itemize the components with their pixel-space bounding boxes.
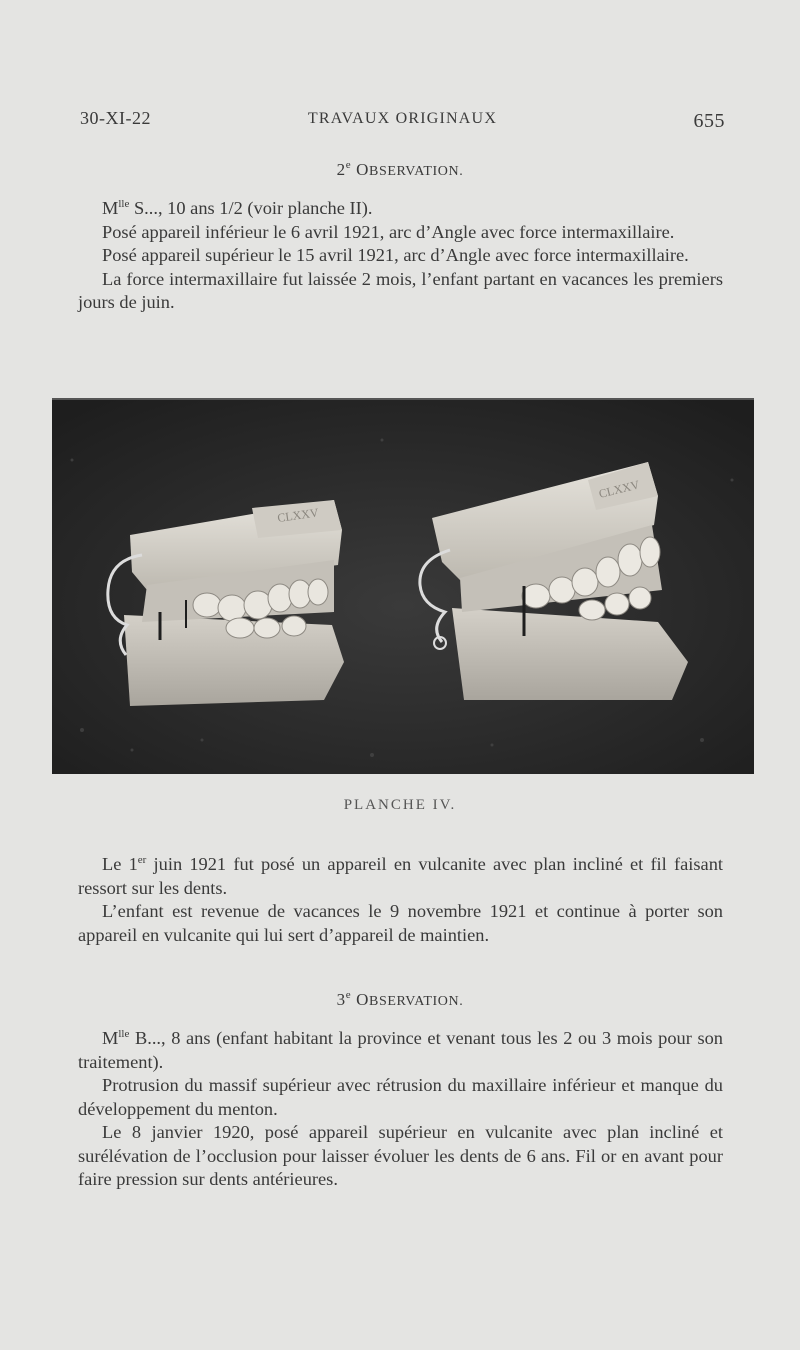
dental-casts-illustration	[52, 400, 754, 774]
running-head-date: 30-XI-22	[80, 108, 151, 128]
plate-photograph	[52, 398, 754, 774]
observation-3-number-sup: e	[345, 989, 352, 1001]
right-cast-label: CLXXV	[597, 477, 641, 501]
plate-caption: PLANCHE IV.	[343, 797, 457, 813]
running-head	[80, 108, 725, 138]
mademoiselle-abbrev: M	[102, 1028, 119, 1048]
page-number: 655	[693, 110, 725, 132]
observation-3-word-initial: O	[356, 990, 370, 1009]
mademoiselle-abbrev: M	[102, 198, 119, 218]
patient-intro: B..., 8 ans (enfant habitant la province et venant tous les 2 ou 3 mois pour son traitement).	[78, 1028, 723, 1072]
paragraph	[78, 197, 723, 221]
observation-2-heading	[0, 160, 800, 180]
paragraph	[78, 1027, 723, 1074]
paragraph: La force intermaxillaire fut laissée 2 mois, l’enfant partant en vacances les premiers jours de juin.	[78, 268, 723, 312]
observation-3-body	[78, 1027, 723, 1192]
observation-2-body	[78, 197, 723, 315]
observation-2-number-sup: e	[345, 159, 352, 171]
observation-3-word-rest: BSERVATION.	[369, 994, 464, 1009]
date-prefix: Le 1	[102, 854, 138, 874]
ordinal-sup: er	[137, 854, 147, 866]
paragraph: L’enfant est revenue de vacances le 9 novembre 1921 et continue à porter son appareil en vulcanite qui lui sert d’appareil de maintien.	[78, 901, 723, 945]
observation-3-number: 3	[336, 990, 346, 1009]
observation-2-word-rest: BSERVATION.	[369, 164, 464, 179]
observation-3-heading	[0, 990, 800, 1010]
observation-2-number: 2	[336, 160, 346, 179]
after-plate-body	[78, 853, 723, 947]
mademoiselle-sup: lle	[118, 1028, 130, 1040]
paragraph: Posé appareil inférieur le 6 avril 1921, arc d’Angle avec force intermaxillaire.	[102, 221, 675, 242]
paragraph	[78, 853, 723, 900]
paragraph: Protrusion du massif supérieur avec rétrusion du maxillaire inférieur et manque du développement du menton.	[78, 1075, 723, 1119]
paragraph-text: juin 1921 fut posé un appareil en vulcanite avec plan incliné et fil faisant ressort sur les dents.	[78, 854, 723, 898]
observation-2-word-initial: O	[356, 160, 370, 179]
running-head-title: TRAVAUX ORIGINAUX	[307, 110, 498, 127]
patient-intro: S..., 10 ans 1/2 (voir planche II).	[129, 198, 373, 218]
mademoiselle-sup: lle	[118, 198, 130, 210]
left-cast-label: CLXXV	[276, 505, 320, 525]
paragraph: Le 8 janvier 1920, posé appareil supérieur en vulcanite avec plan incliné et surélévation de l’occlusion pour laisser évoluer les dents de 6 ans. Fil or en avant pour faire pression sur dents antérieures.	[78, 1122, 723, 1189]
paragraph: Posé appareil supérieur le 15 avril 1921, arc d’Angle avec force intermaxillaire.	[102, 245, 689, 265]
